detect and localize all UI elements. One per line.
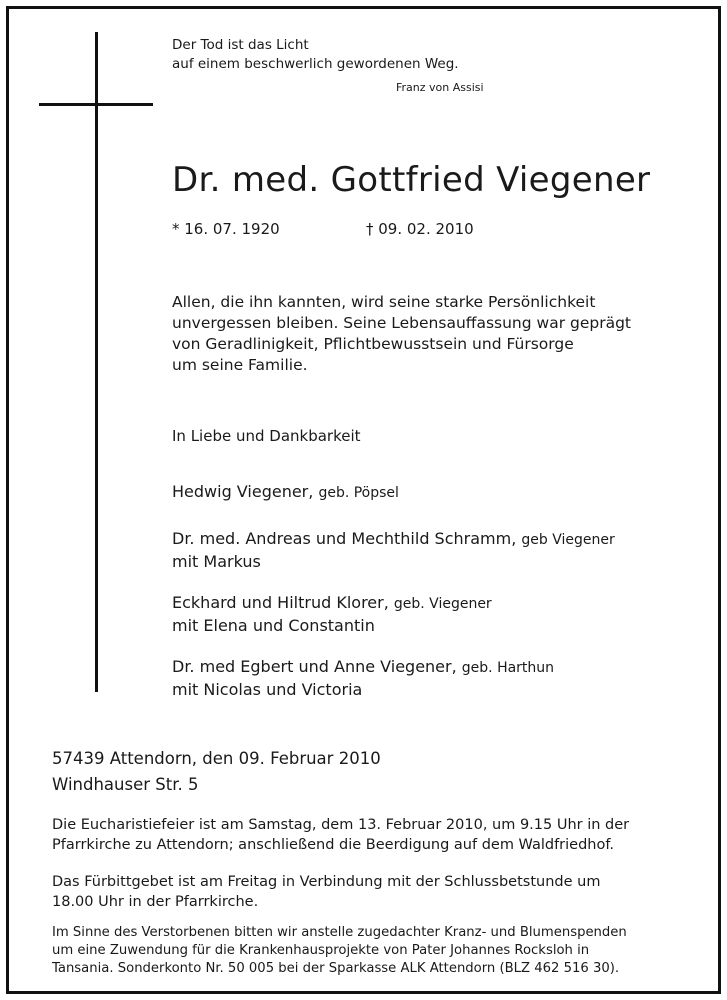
death-date: † 09. 02. 2010 [366, 220, 474, 238]
cross-icon-vertical [95, 32, 98, 692]
family-names: Hedwig Viegener, [172, 482, 314, 501]
family-maiden-name: geb. Pöpsel [318, 485, 399, 501]
life-dates [172, 220, 474, 238]
notice-line: um eine Zuwendung für die Krankenhausprojekte von Pater Johannes Rocksloh in [52, 943, 590, 958]
mass-notice [52, 815, 629, 855]
tribute-line: Allen, die ihn kannten, wird seine starke Persönlichkeit [172, 293, 596, 311]
family-entry [172, 592, 492, 637]
quote [172, 36, 459, 74]
family-maiden-name: geb. Viegener [393, 596, 492, 612]
prayer-notice [52, 872, 600, 912]
tribute-line: um seine Familie. [172, 356, 308, 374]
quote-author: Franz von Assisi [396, 81, 484, 94]
notice-line: Tansania. Sonderkonto Nr. 50 005 bei der Sparkasse ALK Attendorn (BLZ 462 516 30). [52, 961, 620, 976]
family-children: mit Nicolas und Victoria [172, 680, 363, 699]
family-entry [172, 528, 615, 573]
family-names: Dr. med Egbert und Anne Viegener, [172, 657, 457, 676]
family-names: Dr. med. Andreas und Mechthild Schramm, [172, 529, 517, 548]
family-entry [172, 656, 554, 701]
quote-line: auf einem beschwerlich gewordenen Weg. [172, 56, 459, 72]
family-entry [172, 481, 399, 504]
notice-line: Das Fürbittgebet ist am Freitag in Verbindung mit der Schlussbetstunde um [52, 874, 601, 890]
family-children: mit Markus [172, 552, 261, 571]
family-maiden-name: geb. Harthun [461, 660, 555, 676]
birth-date: * 16. 07. 1920 [172, 220, 280, 238]
family-maiden-name: geb Viegener [521, 532, 615, 548]
deceased-name: Dr. med. Gottfried Viegener [172, 160, 651, 200]
place-date: 57439 Attendorn, den 09. Februar 2010 [52, 749, 381, 768]
notice-line: 18.00 Uhr in der Pfarrkirche. [52, 894, 259, 910]
notice-line: Im Sinne des Verstorbenen bitten wir anstelle zugedachter Kranz- und Blumenspenden [52, 925, 627, 940]
closing-phrase: In Liebe und Dankbarkeit [172, 427, 361, 445]
cross-icon-horizontal [39, 103, 153, 106]
notice-line: Die Eucharistiefeier ist am Samstag, dem 13. Februar 2010, um 9.15 Uhr in der [52, 817, 630, 833]
family-names: Eckhard und Hiltrud Klorer, [172, 593, 389, 612]
tribute-text [172, 292, 631, 376]
notice-line: Pfarrkirche zu Attendorn; anschließend die Beerdigung auf dem Waldfriedhof. [52, 837, 615, 853]
quote-line: Der Tod ist das Licht [172, 37, 309, 53]
street-address: Windhauser Str. 5 [52, 775, 199, 794]
tribute-line: von Geradlinigkeit, Pflichtbewusstsein und Fürsorge [172, 335, 574, 353]
address-block [52, 746, 381, 798]
donation-notice [52, 924, 627, 978]
tribute-line: unvergessen bleiben. Seine Lebensauffassung war geprägt [172, 314, 631, 332]
family-children: mit Elena und Constantin [172, 616, 375, 635]
